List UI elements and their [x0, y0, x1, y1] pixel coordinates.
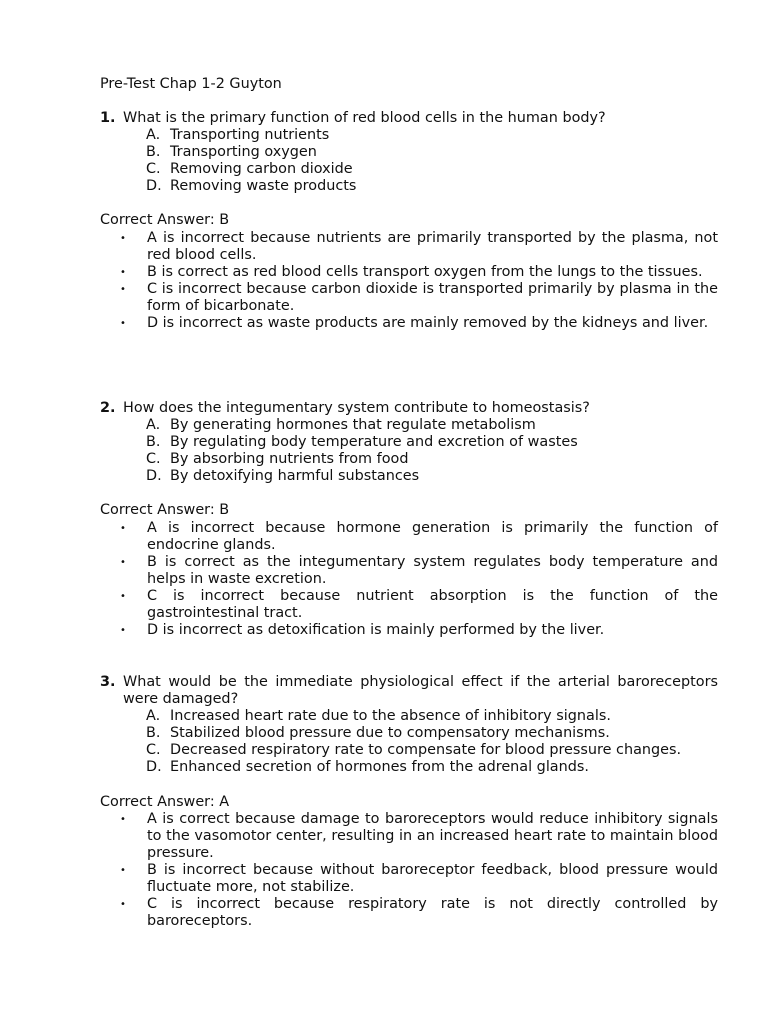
bullet-icon: • — [120, 899, 126, 911]
question-text: How does the integumentary system contribute to homeostasis? — [123, 400, 590, 416]
question-number: 3. — [100, 674, 116, 690]
question-block-2 — [100, 400, 718, 639]
question-number: 2. — [100, 400, 116, 416]
bullet-icon: • — [120, 556, 126, 568]
document-title: Pre-Test Chap 1-2 Guyton — [100, 76, 282, 92]
question-1 — [100, 110, 718, 127]
explanations-list — [100, 811, 718, 931]
explanation-item: • A is incorrect because hormone generation is primarily the function of endocrine glands. — [120, 519, 718, 553]
document-page — [100, 76, 718, 930]
explanation-item: • B is correct as red blood cells transport oxygen from the lungs to the tissues. — [120, 263, 703, 280]
option-d: D. By detoxifying harmful substances — [146, 468, 420, 485]
question-block-1 — [100, 110, 718, 332]
option-a: A. By generating hormones that regulate metabolism — [146, 417, 536, 434]
option-d: D. Enhanced secretion of hormones from the adrenal glands. — [146, 759, 589, 776]
bullet-icon: • — [120, 522, 126, 534]
option-b: B. Transporting oxygen — [146, 144, 317, 161]
option-a: A. Transporting nutrients — [146, 127, 330, 144]
explanations-list — [100, 230, 718, 333]
option-c: C. Removing carbon dioxide — [146, 161, 353, 178]
explanation-item: • D is incorrect as detoxification is mainly performed by the liver. — [120, 622, 605, 639]
correct-answer: Correct Answer: A — [100, 793, 230, 810]
explanation-item: • C is incorrect because respiratory rate is not directly controlled by baroreceptors. — [120, 896, 718, 930]
option-b: B. Stabilized blood pressure due to compensatory mechanisms. — [146, 725, 610, 742]
option-c: C. By absorbing nutrients from food — [146, 451, 409, 468]
bullet-icon: • — [120, 590, 126, 602]
bullet-icon: • — [120, 625, 126, 637]
explanation-item: • A is incorrect because nutrients are primarily transported by the plasma, not red blood cells. — [120, 229, 718, 263]
explanation-item: • C is incorrect because carbon dioxide is transported primarily by plasma in the form of bicarbonate. — [120, 280, 718, 314]
bullet-icon: • — [120, 266, 126, 278]
option-d: D. Removing waste products — [146, 178, 357, 195]
question-3 — [100, 674, 718, 708]
bullet-icon: • — [120, 232, 126, 244]
bullet-icon: • — [120, 318, 126, 330]
bullet-icon: • — [120, 864, 126, 876]
correct-answer: Correct Answer: B — [100, 212, 230, 229]
question-text: What would be the immediate physiological effect if the arterial baroreceptors were damaged? — [123, 674, 718, 708]
options-list — [100, 708, 718, 776]
question-text: What is the primary function of red blood cells in the human body? — [123, 110, 606, 126]
explanation-item: • B is correct as the integumentary system regulates body temperature and helps in waste excretion. — [120, 553, 718, 587]
explanations-list — [100, 520, 718, 640]
question-block-3 — [100, 674, 718, 930]
bullet-icon: • — [120, 283, 126, 295]
explanation-item: • D is incorrect as waste products are mainly removed by the kidneys and liver. — [120, 315, 709, 332]
correct-answer: Correct Answer: B — [100, 502, 230, 519]
option-a: A. Increased heart rate due to the absence of inhibitory signals. — [146, 708, 611, 725]
question-2 — [100, 400, 718, 417]
bullet-icon: • — [120, 813, 126, 825]
options-list — [100, 417, 718, 485]
explanation-item: • B is incorrect because without baroreceptor feedback, blood pressure would fluctuate more, not stabilize. — [120, 861, 718, 896]
explanation-item: • A is correct because damage to baroreceptors would reduce inhibitory signals to the vasomotor center, resulting in an increased heart rate to maintain blood pressure. — [120, 810, 718, 861]
question-number: 1. — [100, 110, 116, 126]
options-list — [100, 127, 718, 195]
option-c: C. Decreased respiratory rate to compensate for blood pressure changes. — [146, 742, 682, 759]
option-b: B. By regulating body temperature and excretion of wastes — [146, 434, 578, 451]
explanation-item: • C is incorrect because nutrient absorption is the function of the gastrointestinal tract. — [120, 587, 718, 622]
